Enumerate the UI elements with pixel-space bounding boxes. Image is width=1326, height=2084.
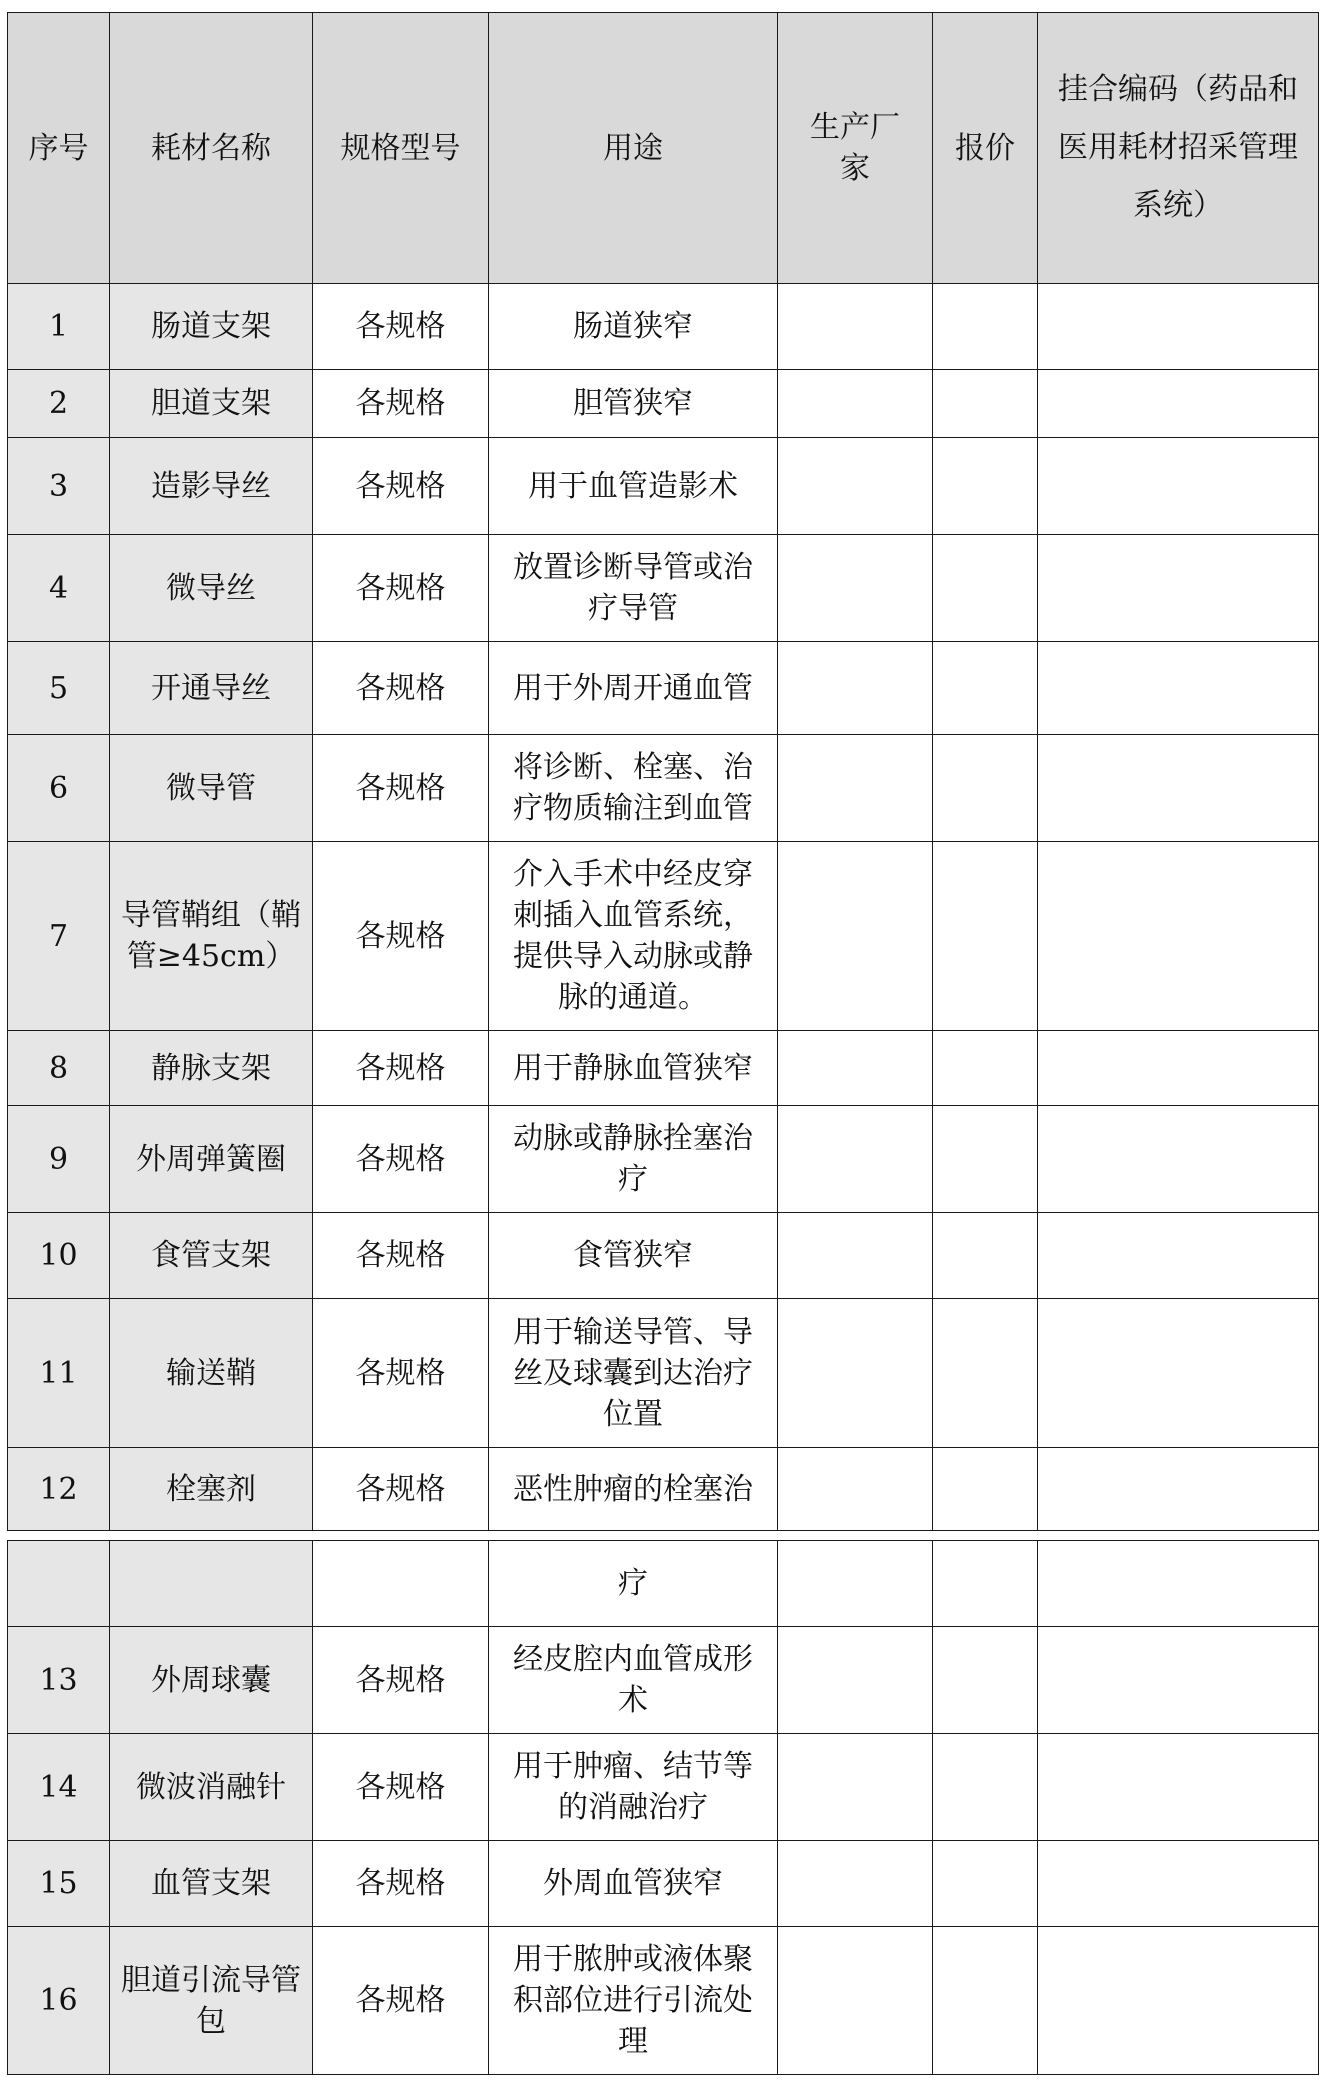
item-spec: 各规格 [313, 1106, 489, 1213]
code-cell[interactable] [1038, 1299, 1319, 1448]
row-number: 9 [8, 1106, 110, 1213]
price-cell[interactable] [933, 1106, 1038, 1213]
item-spec: 各规格 [313, 642, 489, 735]
consumables-table [7, 12, 1319, 1531]
header-manufacturer: 生产厂家 [778, 13, 933, 284]
price-cell[interactable] [933, 1841, 1038, 1927]
item-use: 食管狭窄 [489, 1213, 778, 1299]
row-number: 7 [8, 842, 110, 1031]
code-cell[interactable] [1038, 1106, 1319, 1213]
manufacturer-cell[interactable] [778, 735, 933, 842]
code-cell[interactable] [1038, 1734, 1319, 1841]
manufacturer-cell[interactable] [778, 1627, 933, 1734]
manufacturer-cell[interactable] [778, 1734, 933, 1841]
manufacturer-cell[interactable] [778, 1299, 933, 1448]
item-name: 输送鞘 [110, 1299, 313, 1448]
item-use: 用于外周开通血管 [489, 642, 778, 735]
code-cell[interactable] [1038, 1213, 1319, 1299]
table-row [8, 735, 1319, 842]
item-spec: 各规格 [313, 1734, 489, 1841]
row-number: 6 [8, 735, 110, 842]
item-name: 栓塞剂 [110, 1448, 313, 1531]
item-spec [313, 1541, 489, 1627]
item-name: 食管支架 [110, 1213, 313, 1299]
item-use: 经皮腔内血管成形术 [489, 1627, 778, 1734]
table-row [8, 642, 1319, 735]
item-spec: 各规格 [313, 1448, 489, 1531]
code-cell[interactable] [1038, 735, 1319, 842]
code-cell[interactable] [1038, 1031, 1319, 1106]
price-cell[interactable] [933, 1213, 1038, 1299]
item-name: 胆道支架 [110, 370, 313, 438]
row-number: 5 [8, 642, 110, 735]
header-row [8, 13, 1319, 284]
table-row [8, 1927, 1319, 2075]
manufacturer-cell[interactable] [778, 842, 933, 1031]
item-name: 开通导丝 [110, 642, 313, 735]
table-row [8, 370, 1319, 438]
price-cell[interactable] [933, 842, 1038, 1031]
code-cell[interactable] [1038, 1927, 1319, 2075]
manufacturer-cell[interactable] [778, 535, 933, 642]
price-cell[interactable] [933, 284, 1038, 370]
table-row [8, 535, 1319, 642]
manufacturer-cell[interactable] [778, 438, 933, 535]
item-name: 微波消融针 [110, 1734, 313, 1841]
item-name: 微导丝 [110, 535, 313, 642]
row-number: 1 [8, 284, 110, 370]
row-number: 13 [8, 1627, 110, 1734]
item-spec: 各规格 [313, 842, 489, 1031]
price-cell[interactable] [933, 1299, 1038, 1448]
header-code: 挂合编码（药品和医用耗材招采管理系统） [1038, 13, 1319, 284]
item-name: 外周球囊 [110, 1627, 313, 1734]
row-number [8, 1541, 110, 1627]
table-row [8, 1448, 1319, 1531]
table-row [8, 842, 1319, 1031]
item-spec: 各规格 [313, 1627, 489, 1734]
item-name: 导管鞘组（鞘管≥45cm） [110, 842, 313, 1031]
item-spec: 各规格 [313, 284, 489, 370]
table-row [8, 438, 1319, 535]
row-number: 2 [8, 370, 110, 438]
price-cell[interactable] [933, 1541, 1038, 1627]
header-price: 报价 [933, 13, 1038, 284]
row-number: 14 [8, 1734, 110, 1841]
price-cell[interactable] [933, 1448, 1038, 1531]
row-number: 3 [8, 438, 110, 535]
manufacturer-cell[interactable] [778, 642, 933, 735]
item-spec: 各规格 [313, 370, 489, 438]
item-use: 胆管狭窄 [489, 370, 778, 438]
item-name: 微导管 [110, 735, 313, 842]
manufacturer-cell[interactable] [778, 1841, 933, 1927]
row-number: 8 [8, 1031, 110, 1106]
item-use: 疗 [489, 1541, 778, 1627]
price-cell[interactable] [933, 1927, 1038, 2075]
price-cell[interactable] [933, 1031, 1038, 1106]
manufacturer-cell[interactable] [778, 1213, 933, 1299]
code-cell[interactable] [1038, 535, 1319, 642]
item-use: 外周血管狭窄 [489, 1841, 778, 1927]
table-row [8, 1841, 1319, 1927]
header-use: 用途 [489, 13, 778, 284]
item-use: 用于肿瘤、结节等的消融治疗 [489, 1734, 778, 1841]
row-number: 16 [8, 1927, 110, 2075]
manufacturer-cell[interactable] [778, 1448, 933, 1531]
consumables-table-continued [7, 1540, 1319, 2075]
manufacturer-cell[interactable] [778, 1927, 933, 2075]
item-use: 用于输送导管、导丝及球囊到达治疗位置 [489, 1299, 778, 1448]
price-cell[interactable] [933, 438, 1038, 535]
table-row [8, 1627, 1319, 1734]
price-cell[interactable] [933, 370, 1038, 438]
item-use: 用于静脉血管狭窄 [489, 1031, 778, 1106]
item-use: 恶性肿瘤的栓塞治 [489, 1448, 778, 1531]
continuation-row [8, 1541, 1319, 1627]
item-spec: 各规格 [313, 1841, 489, 1927]
header-spec: 规格型号 [313, 13, 489, 284]
item-name [110, 1541, 313, 1627]
item-spec: 各规格 [313, 735, 489, 842]
item-use: 动脉或静脉拴塞治疗 [489, 1106, 778, 1213]
item-spec: 各规格 [313, 1031, 489, 1106]
manufacturer-cell[interactable] [778, 370, 933, 438]
table-row [8, 284, 1319, 370]
row-number: 15 [8, 1841, 110, 1927]
table-row [8, 1031, 1319, 1106]
code-cell[interactable] [1038, 284, 1319, 370]
code-cell[interactable] [1038, 370, 1319, 438]
item-name: 静脉支架 [110, 1031, 313, 1106]
price-cell[interactable] [933, 1627, 1038, 1734]
manufacturer-cell[interactable] [778, 1031, 933, 1106]
code-cell[interactable] [1038, 1541, 1319, 1627]
item-spec: 各规格 [313, 1927, 489, 2075]
item-use: 将诊断、栓塞、治疗物质输注到血管 [489, 735, 778, 842]
row-number: 4 [8, 535, 110, 642]
header-seq: 序号 [8, 13, 110, 284]
item-name: 血管支架 [110, 1841, 313, 1927]
table-row [8, 1299, 1319, 1448]
code-cell[interactable] [1038, 642, 1319, 735]
item-name: 造影导丝 [110, 438, 313, 535]
code-cell[interactable] [1038, 1841, 1319, 1927]
manufacturer-cell[interactable] [778, 1106, 933, 1213]
item-use: 用于血管造影术 [489, 438, 778, 535]
row-number: 11 [8, 1299, 110, 1448]
item-name: 胆道引流导管包 [110, 1927, 313, 2075]
item-spec: 各规格 [313, 1299, 489, 1448]
table-row [8, 1106, 1319, 1213]
code-cell[interactable] [1038, 1627, 1319, 1734]
item-spec: 各规格 [313, 438, 489, 535]
manufacturer-cell[interactable] [778, 1541, 933, 1627]
item-use: 放置诊断导管或治疗导管 [489, 535, 778, 642]
item-spec: 各规格 [313, 535, 489, 642]
code-cell[interactable] [1038, 842, 1319, 1031]
header-name: 耗材名称 [110, 13, 313, 284]
code-cell[interactable] [1038, 438, 1319, 535]
price-cell[interactable] [933, 1734, 1038, 1841]
price-cell[interactable] [933, 535, 1038, 642]
code-cell[interactable] [1038, 1448, 1319, 1531]
row-number: 10 [8, 1213, 110, 1299]
item-use: 肠道狭窄 [489, 284, 778, 370]
table-row [8, 1213, 1319, 1299]
item-name: 肠道支架 [110, 284, 313, 370]
item-name: 外周弹簧圈 [110, 1106, 313, 1213]
price-cell[interactable] [933, 642, 1038, 735]
table-row [8, 1734, 1319, 1841]
manufacturer-cell[interactable] [778, 284, 933, 370]
item-use: 用于脓肿或液体聚积部位进行引流处理 [489, 1927, 778, 2075]
price-cell[interactable] [933, 735, 1038, 842]
item-use: 介入手术中经皮穿刺插入血管系统，提供导入动脉或静脉的通道。 [489, 842, 778, 1031]
item-spec: 各规格 [313, 1213, 489, 1299]
row-number: 12 [8, 1448, 110, 1531]
